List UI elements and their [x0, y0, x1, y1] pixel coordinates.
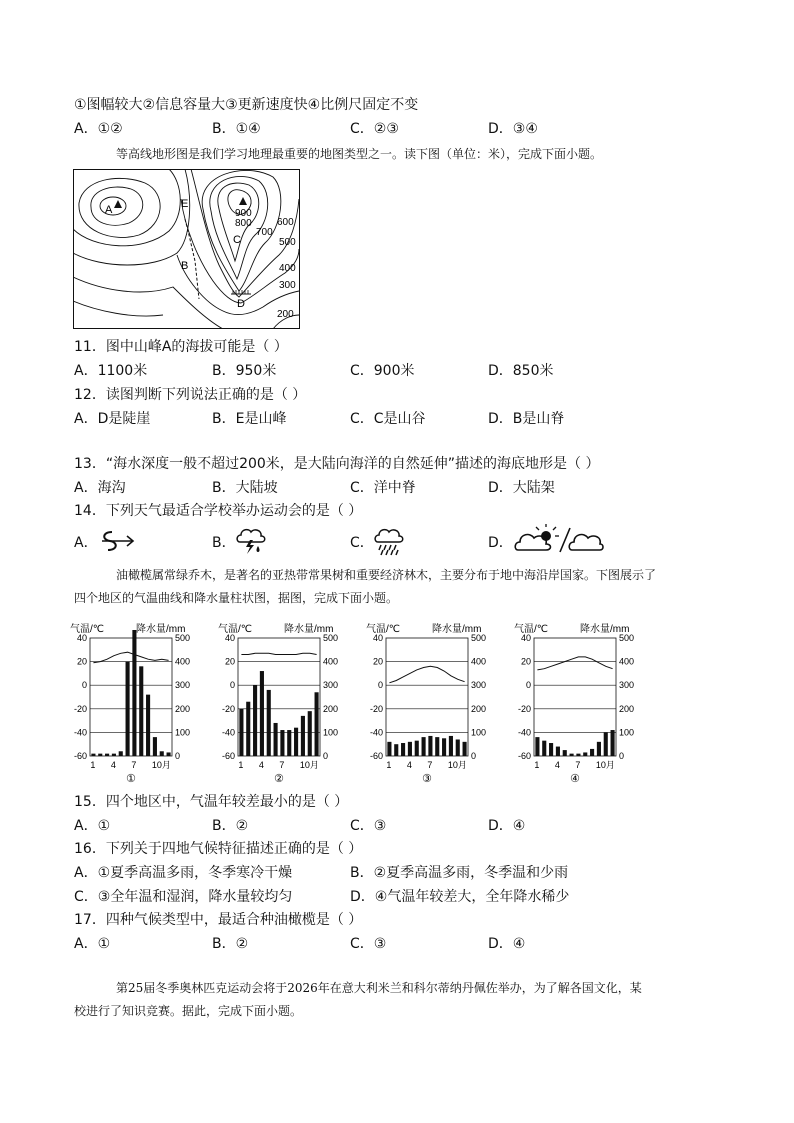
elev-700: 700 — [256, 227, 273, 238]
precipitation-tick-label: 100 — [323, 727, 339, 738]
rain-icon — [372, 526, 410, 556]
q17-option-b[interactable]: B．② — [212, 936, 249, 952]
precipitation-tick-label: 200 — [175, 703, 191, 714]
precipitation-tick-label: 300 — [175, 680, 191, 691]
precipitation-bar-month-5 — [415, 741, 419, 756]
question-17-stem: 17．四种气候类型中，最适合种油橄榄是（ ） — [74, 912, 363, 928]
q13-option-c[interactable]: C．洋中脊 — [350, 480, 416, 496]
precipitation-tick-label: 400 — [323, 656, 339, 667]
temperature-tick-label: -60 — [517, 751, 531, 761]
precipitation-tick-label: 0 — [619, 751, 625, 761]
precipitation-tick-label: 200 — [619, 703, 635, 714]
precipitation-bar-month-6 — [570, 754, 574, 756]
precipitation-bar-month-6 — [422, 737, 426, 756]
precipitation-tick-label: 500 — [175, 633, 191, 643]
precipitation-tick-label: 300 — [323, 680, 339, 691]
precipitation-bar-month-4 — [112, 754, 116, 756]
precipitation-bar-month-9 — [146, 695, 150, 756]
precipitation-bar-month-10 — [449, 736, 453, 756]
temperature-tick-label: -40 — [73, 727, 87, 738]
temperature-axis-title: 气温/℃ — [70, 624, 105, 635]
precipitation-bar-month-7 — [280, 730, 284, 756]
precipitation-bar-month-3 — [401, 743, 405, 756]
precipitation-axis-title: 降水量/mm — [136, 624, 186, 635]
precipitation-bar-month-5 — [267, 690, 271, 756]
label-e: E — [181, 198, 189, 210]
elev-400: 400 — [279, 263, 296, 274]
q12-option-d[interactable]: D．B是山脊 — [488, 411, 565, 427]
temperature-tick-label: -20 — [73, 703, 87, 714]
plot-frame — [90, 638, 172, 756]
temperature-tick-label: -60 — [369, 751, 383, 761]
precipitation-bar-month-7 — [132, 630, 136, 756]
temperature-tick-label: 40 — [520, 633, 531, 643]
precipitation-tick-label: 500 — [471, 633, 487, 643]
olympic-intro-line-2: 校进行了知识竞赛。据此，完成下面小题。 — [74, 1004, 303, 1018]
temperature-tick-label: -20 — [517, 703, 531, 714]
precipitation-tick-label: 200 — [323, 703, 339, 714]
precipitation-bar-month-11 — [160, 751, 164, 756]
q12-option-b[interactable]: B．E是山峰 — [212, 411, 287, 427]
q14-option-c[interactable]: C． — [350, 535, 374, 551]
climate-charts — [66, 618, 636, 790]
month-tick-label: 4 — [258, 760, 264, 770]
climate-chart-1 — [70, 622, 190, 785]
olympic-intro-line-1: 第25届冬季奥林匹克运动会将于2026年在意大利米兰和科尔蒂纳丹佩佐举办，为了解各国文化，某 — [116, 981, 642, 995]
month-tick-label: 4 — [554, 760, 560, 770]
q17-option-a[interactable]: A．① — [74, 936, 111, 952]
month-tick-label: 1 — [534, 760, 540, 770]
precipitation-tick-label: 100 — [471, 727, 487, 738]
precipitation-bar-month-12 — [463, 742, 467, 756]
month-tick-label: 10月 — [595, 760, 615, 770]
label-d: D — [237, 298, 245, 310]
precipitation-bar-month-5 — [119, 751, 123, 756]
precipitation-tick-label: 300 — [471, 680, 487, 691]
precipitation-bar-month-2 — [542, 741, 546, 756]
q17-option-d[interactable]: D．④ — [488, 936, 526, 952]
month-tick-label: 4 — [110, 760, 116, 770]
elev-200: 200 — [277, 309, 294, 320]
elev-600: 600 — [277, 217, 294, 228]
temperature-tick-label: 20 — [224, 656, 235, 667]
question-10-items: ①图幅较大②信息容量大③更新速度快④比例尺固定不变 — [74, 97, 419, 113]
chart-number-label: ③ — [422, 773, 432, 785]
month-tick-label: 1 — [386, 760, 392, 770]
precipitation-bar-month-4 — [408, 742, 412, 756]
precipitation-tick-label: 400 — [619, 656, 635, 667]
q13-option-b[interactable]: B．大陆坡 — [212, 480, 278, 496]
precipitation-tick-label: 0 — [323, 751, 329, 761]
precipitation-tick-label: 300 — [619, 680, 635, 691]
wind-icon — [98, 528, 138, 554]
precipitation-bar-month-12 — [611, 730, 615, 756]
temperature-tick-label: -40 — [369, 727, 383, 738]
temperature-tick-label: -40 — [221, 727, 235, 738]
elev-500: 500 — [279, 237, 296, 248]
precipitation-bar-month-6 — [274, 723, 278, 756]
precipitation-axis-title: 降水量/mm — [580, 624, 630, 635]
q13-option-a[interactable]: A．海沟 — [74, 480, 126, 496]
temperature-tick-label: 0 — [229, 680, 235, 691]
temperature-axis-title: 气温/℃ — [218, 624, 253, 635]
month-tick-label: 7 — [427, 760, 433, 770]
q14-option-b[interactable]: B． — [212, 535, 236, 551]
precipitation-bar-month-8 — [139, 666, 143, 756]
contour-intro: 等高线地形图是我们学习地理最重要的地图类型之一。读下图（单位：米），完成下面小题。 — [116, 147, 603, 161]
climate-chart-3 — [366, 622, 486, 785]
precipitation-bar-month-9 — [294, 728, 298, 756]
temperature-tick-label: -20 — [221, 703, 235, 714]
q15-option-c[interactable]: C．③ — [350, 818, 387, 834]
precipitation-bar-month-3 — [253, 685, 257, 756]
temperature-tick-label: -60 — [73, 751, 87, 761]
climate-intro-line-2: 四个地区的气温曲线和降水量柱状图，据图，完成下面小题。 — [74, 591, 399, 605]
precipitation-tick-label: 500 — [619, 633, 635, 643]
temperature-axis-title: 气温/℃ — [514, 624, 549, 635]
precipitation-bar-month-11 — [604, 732, 608, 756]
thunderstorm-icon — [234, 526, 270, 556]
q10-option-c[interactable]: C．②③ — [350, 121, 399, 137]
temperature-tick-label: -40 — [517, 727, 531, 738]
q11-option-d[interactable]: D．850米 — [488, 363, 554, 379]
question-12-stem: 12．读图判断下列说法正确的是（ ） — [74, 387, 307, 403]
precipitation-bar-month-1 — [91, 754, 95, 756]
temperature-axis-title: 气温/℃ — [366, 624, 401, 635]
temperature-line — [537, 657, 612, 670]
month-tick-label: 10月 — [447, 760, 467, 770]
q16-option-b[interactable]: B．②夏季高温多雨，冬季温和少雨 — [350, 865, 569, 881]
precipitation-bar-month-7 — [576, 754, 580, 756]
temperature-tick-label: 40 — [372, 633, 383, 643]
question-16-stem: 16．下列关于四地气候特征描述正确的是（ ） — [74, 841, 363, 857]
temperature-line — [93, 652, 168, 663]
temperature-tick-label: 0 — [525, 680, 531, 691]
precipitation-bar-month-9 — [442, 738, 446, 756]
climate-intro-line-1: 油橄榄属常绿乔木，是著名的亚热带常果树和重要经济林木，主要分布于地中海沿岸国家。下图展示了 — [116, 568, 657, 582]
label-b: B — [181, 260, 189, 272]
q12-option-c[interactable]: C．C是山谷 — [350, 411, 426, 427]
label-a: A — [105, 204, 113, 216]
elev-300: 300 — [279, 280, 296, 291]
question-11-stem: 11．图中山峰A的海拔可能是（ ） — [74, 339, 288, 355]
precipitation-bar-month-12 — [167, 752, 171, 756]
q13-option-d[interactable]: D．大陆架 — [488, 480, 555, 496]
q10-option-d[interactable]: D．③④ — [488, 121, 538, 137]
month-tick-label: 4 — [406, 760, 412, 770]
climate-chart-2 — [218, 622, 338, 785]
plot-frame — [386, 638, 468, 756]
question-13-stem: 13．“海水深度一般不超过200米，是大陆向海洋的自然延伸”描述的海底地形是（ ） — [74, 456, 600, 472]
q12-option-a[interactable]: A．D是陡崖 — [74, 411, 151, 427]
month-tick-label: 7 — [575, 760, 581, 770]
temperature-tick-label: 20 — [520, 656, 531, 667]
q14-option-d[interactable]: D． — [488, 535, 513, 551]
q16-option-a[interactable]: A．①夏季高温多雨，冬季寒冷干燥 — [74, 865, 293, 881]
precipitation-bar-month-2 — [394, 744, 398, 756]
question-15-stem: 15．四个地区中，气温年较差最小的是（ ） — [74, 794, 349, 810]
precipitation-bar-month-8 — [583, 752, 587, 756]
precipitation-bar-month-1 — [387, 742, 391, 756]
precipitation-bar-month-8 — [287, 730, 291, 756]
precipitation-tick-label: 400 — [471, 656, 487, 667]
precipitation-bar-month-4 — [260, 671, 264, 756]
precipitation-bar-month-1 — [239, 709, 243, 756]
q17-option-c[interactable]: C．③ — [350, 936, 387, 952]
q10-option-a[interactable]: A．①② — [74, 121, 123, 137]
precipitation-tick-label: 200 — [471, 703, 487, 714]
q15-option-b[interactable]: B．② — [212, 818, 249, 834]
month-tick-label: 1 — [238, 760, 244, 770]
precipitation-tick-label: 0 — [471, 751, 477, 761]
precipitation-bar-month-3 — [105, 754, 109, 756]
chart-number-label: ① — [126, 773, 136, 785]
precipitation-bar-month-6 — [126, 662, 130, 756]
contour-map — [73, 169, 300, 329]
temperature-tick-label: 20 — [76, 656, 87, 667]
month-tick-label: 10月 — [299, 760, 319, 770]
precipitation-bar-month-1 — [535, 737, 539, 756]
q11-option-b[interactable]: B．950米 — [212, 363, 277, 379]
q10-option-b[interactable]: B．①④ — [212, 121, 261, 137]
q14-option-a[interactable]: A． — [74, 535, 98, 551]
question-14-stem: 14．下列天气最适合学校举办运动会的是（ ） — [74, 503, 363, 519]
elev-800: 800 — [235, 218, 252, 229]
precipitation-axis-title: 降水量/mm — [432, 624, 482, 635]
precipitation-bar-month-10 — [301, 716, 305, 756]
month-tick-label: 10月 — [151, 760, 171, 770]
precipitation-bar-month-12 — [315, 692, 319, 756]
precipitation-bar-month-7 — [428, 736, 432, 756]
q16-option-d[interactable]: D．④气温年较差大，全年降水稀少 — [350, 889, 570, 905]
precipitation-bar-month-3 — [549, 743, 553, 756]
temperature-tick-label: -20 — [369, 703, 383, 714]
temperature-tick-label: -60 — [221, 751, 235, 761]
precipitation-bar-month-8 — [435, 737, 439, 756]
q15-option-a[interactable]: A．① — [74, 818, 111, 834]
climate-chart-4 — [514, 622, 634, 785]
temperature-tick-label: 20 — [372, 656, 383, 667]
precipitation-bar-month-11 — [456, 739, 460, 756]
q16-option-c[interactable]: C．③全年温和湿润，降水量较均匀 — [74, 889, 293, 905]
precipitation-tick-label: 100 — [619, 727, 635, 738]
precipitation-bar-month-10 — [597, 742, 601, 756]
precipitation-bar-month-5 — [563, 750, 567, 756]
temperature-line — [389, 666, 464, 683]
temperature-line — [241, 653, 316, 654]
temperature-tick-label: 0 — [377, 680, 383, 691]
month-tick-label: 7 — [279, 760, 285, 770]
chart-number-label: ② — [274, 773, 284, 785]
month-tick-label: 7 — [131, 760, 137, 770]
precipitation-bar-month-4 — [556, 747, 560, 756]
precipitation-tick-label: 0 — [175, 751, 181, 761]
sunny-to-cloudy-icon — [514, 524, 606, 554]
label-c: C — [233, 234, 241, 246]
temperature-tick-label: 40 — [76, 633, 87, 643]
precipitation-axis-title: 降水量/mm — [284, 624, 334, 635]
precipitation-tick-label: 500 — [323, 633, 339, 643]
q15-option-d[interactable]: D．④ — [488, 818, 526, 834]
precipitation-tick-label: 400 — [175, 656, 191, 667]
temperature-tick-label: 0 — [81, 680, 87, 691]
precipitation-bar-month-10 — [153, 737, 157, 756]
chart-number-label: ④ — [570, 773, 580, 785]
elev-900: 900 — [235, 208, 252, 219]
precipitation-bar-month-2 — [246, 702, 250, 756]
q11-option-c[interactable]: C．900米 — [350, 363, 415, 379]
precipitation-tick-label: 100 — [175, 727, 191, 738]
temperature-tick-label: 40 — [224, 633, 235, 643]
precipitation-bar-month-9 — [590, 749, 594, 756]
month-tick-label: 1 — [90, 760, 96, 770]
q11-option-a[interactable]: A．1100米 — [74, 363, 148, 379]
precipitation-bar-month-2 — [98, 754, 102, 756]
precipitation-bar-month-11 — [308, 711, 312, 756]
